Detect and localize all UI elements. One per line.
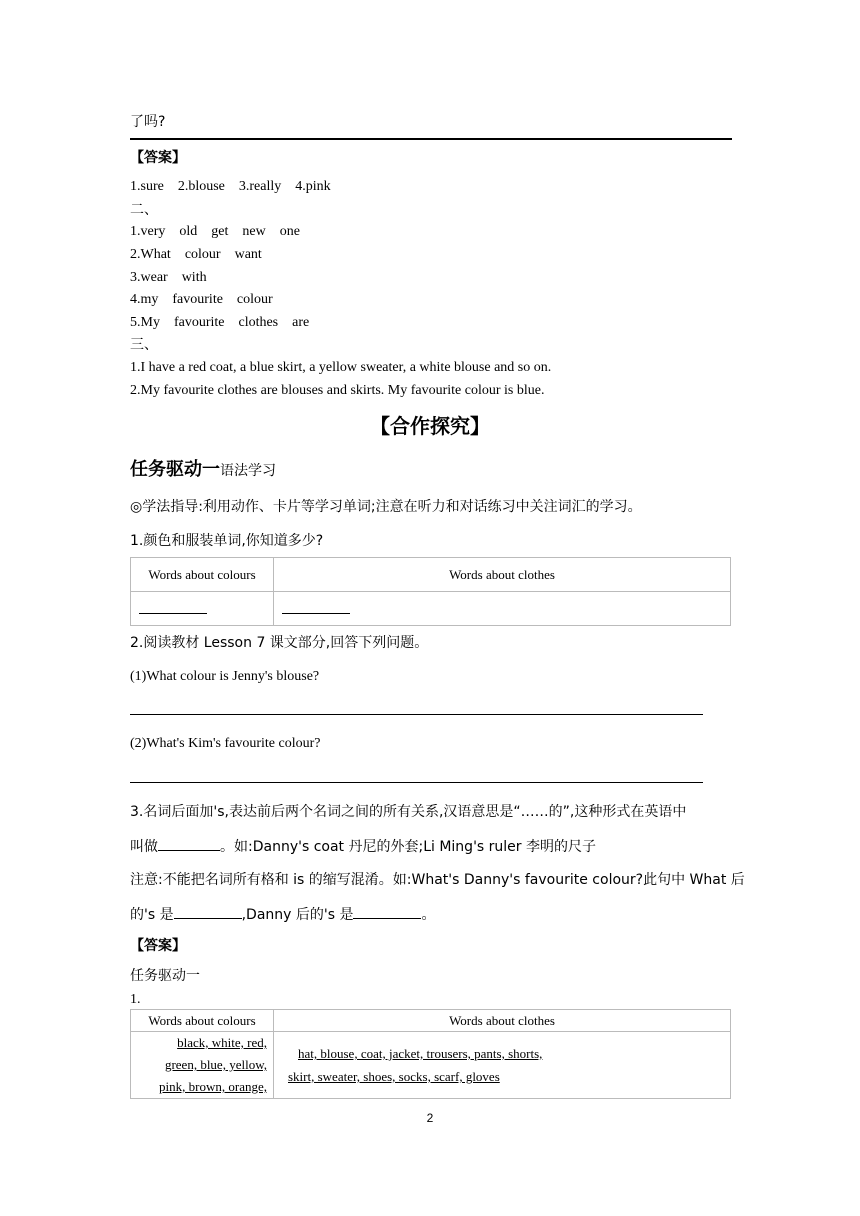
page-number: 2 — [426, 1111, 434, 1125]
answer-line: 4.my favourite colour — [130, 292, 273, 307]
answer-line: 三、 — [130, 337, 158, 353]
question-3-line3: 注意:不能把名词所有格和 is 的缩写混淆。如:What's Danny's favourite colour?此句中 What 后 — [130, 872, 745, 888]
answer-blank[interactable] — [158, 836, 220, 851]
question-2-1: (1)What colour is Jenny's blouse? — [130, 669, 320, 684]
clothes-answer-line: hat, blouse, coat, jacket, trousers, pants, shorts, — [298, 1046, 543, 1061]
answer-vocab-table — [130, 1009, 731, 1099]
answer-line: 1.sure 2.blouse 3.really 4.pink — [130, 179, 331, 194]
answer-task-label: 任务驱动一 — [130, 968, 200, 984]
question-3-line1: 3.名词后面加's,表达前后两个名词之间的所有关系,汉语意思是“……的”,这种形式在英语中 — [130, 804, 687, 820]
answer-line: 2.What colour want — [130, 247, 262, 262]
answer-line: 1.I have a red coat, a blue skirt, a yellow sweater, a white blouse and so on. — [130, 360, 552, 375]
answer-number: 1. — [130, 992, 141, 1007]
colours-answer-line: green, blue, yellow, — [164, 1057, 267, 1072]
question-3-line2 — [130, 836, 596, 857]
answer-line: 3.wear with — [130, 270, 207, 285]
question-1: 1.颜色和服装单词,你知道多少? — [130, 533, 324, 549]
task-heading — [130, 455, 276, 481]
answer-line: 2.My favourite clothes are blouses and skirts. My favourite colour is blue. — [130, 383, 545, 398]
task-subtitle: 语法学习 — [220, 463, 276, 479]
prev-text-fragment: 了吗? — [130, 114, 166, 130]
answer-line: 5.My favourite clothes are — [130, 315, 310, 330]
table-header-clothes: Words about clothes — [274, 1010, 731, 1032]
colours-answer-line: pink, brown, orange, — [159, 1079, 267, 1094]
text: 。如:Danny's coat 丹尼的外套;Li Ming's ruler 李明的尺子 — [220, 839, 596, 855]
table-header-clothes: Words about clothes — [274, 558, 731, 592]
text: ,Danny 后的's 是 — [241, 907, 354, 923]
answer-heading: 【答案】 — [130, 150, 186, 166]
clothes-answer-cell — [274, 1032, 731, 1099]
question-2: 2.阅读教材 Lesson 7 课文部分,回答下列问题。 — [130, 635, 429, 651]
text: 的's 是 — [130, 907, 174, 923]
question-2-2: (2)What's Kim's favourite colour? — [130, 736, 321, 751]
study-guide: ◎学法指导:利用动作、卡片等学习单词;注意在听力和对话练习中关注词汇的学习。 — [130, 499, 642, 515]
answer-heading: 【答案】 — [130, 938, 186, 954]
colours-blank-cell[interactable] — [131, 592, 274, 626]
answer-blank[interactable] — [139, 599, 207, 614]
question-3-line4 — [130, 904, 435, 925]
table-header-colours: Words about colours — [131, 1010, 274, 1032]
table-header-colours: Words about colours — [131, 558, 274, 592]
answer-line-blank[interactable] — [130, 714, 703, 715]
answer-line: 1.very old get new one — [130, 224, 300, 239]
answer-line-blank[interactable] — [130, 782, 703, 783]
text: 叫做 — [130, 839, 158, 855]
section-title: 【合作探究】 — [370, 414, 490, 438]
answer-blank[interactable] — [282, 599, 350, 614]
colours-answer-cell — [131, 1032, 274, 1099]
vocab-table — [130, 557, 731, 626]
answer-blank[interactable] — [174, 904, 242, 919]
colours-answer-line: black, white, red, — [177, 1035, 267, 1050]
text: 。 — [421, 907, 436, 923]
task-title: 任务驱动一 — [130, 459, 220, 480]
clothes-blank-cell[interactable] — [274, 592, 731, 626]
answer-line: 二、 — [130, 202, 158, 218]
answer-blank[interactable] — [353, 904, 421, 919]
divider — [130, 138, 732, 140]
clothes-answer-line: skirt, sweater, shoes, socks, scarf, gloves — [288, 1069, 500, 1084]
